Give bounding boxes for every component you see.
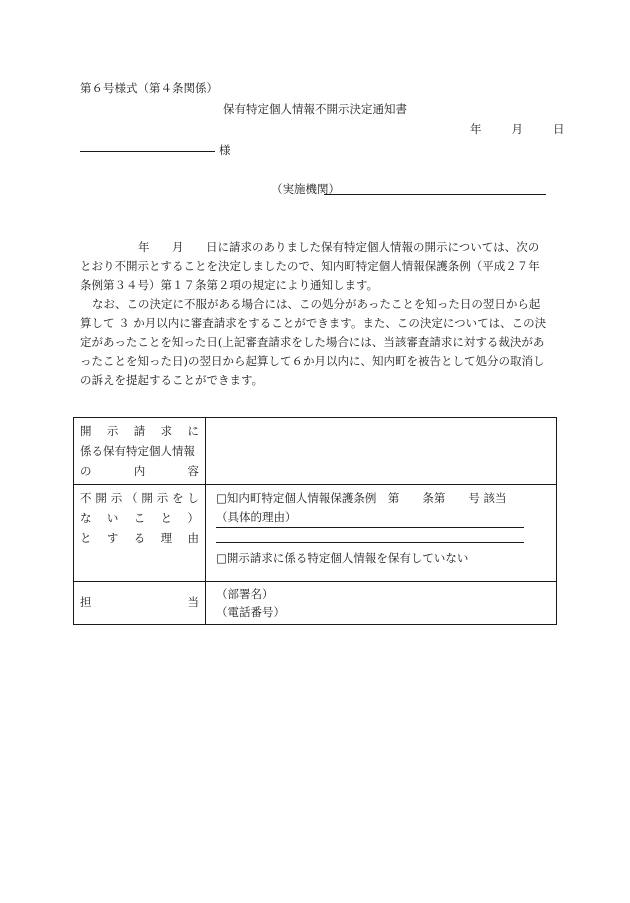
- contact-label-cell: [74, 582, 206, 625]
- nondisclosure-reason-value-cell: [206, 485, 557, 582]
- request-content-label-cell: [74, 418, 206, 485]
- label-char: 開: [80, 424, 92, 438]
- request-content-value-cell[interactable]: [206, 418, 557, 485]
- label-char: 担: [80, 595, 92, 609]
- label-char: 内: [133, 464, 146, 478]
- label-char: し: [187, 491, 199, 505]
- label-char: （: [126, 491, 138, 505]
- specific-reason-label: （具体的理由）: [216, 510, 297, 524]
- notice-paragraph-2: なお、この決定に不服がある場合には、この処分があったことを知った日の翌日から起算して ３ か月以内に審査請求をすることができます。また、この決定については、この決定があったことを知った日(上記審査請求をした場合には、当該審査請求に対する裁決があったことを知った日)の翌日から起算して６か月以内に、知内町を被告として処分の取消しの訴えを提起することができます。: [80, 297, 547, 387]
- label-char: る: [133, 531, 146, 545]
- label-char: 請: [133, 424, 146, 438]
- label-char: 示: [156, 491, 169, 505]
- request-month-label: 月: [172, 240, 184, 254]
- label-char: 当: [187, 595, 199, 609]
- not-held-checkbox-option[interactable]: □開示請求に係る特定個人情報を保有していない: [216, 551, 469, 565]
- label-char: 不: [80, 491, 92, 505]
- form-number: 第６号様式（第４条関係）: [80, 81, 218, 95]
- agency-blank-line: [324, 194, 546, 195]
- department-field[interactable]: （部署名）: [216, 587, 274, 601]
- label-char: 示: [110, 491, 123, 505]
- label-char: を: [172, 491, 184, 505]
- label-line: [80, 441, 199, 461]
- date-year-label: 年: [470, 122, 482, 136]
- date-day-label: 日: [553, 122, 565, 136]
- label-char: い: [106, 511, 119, 525]
- nondisclosure-reason-label-cell: [74, 485, 206, 582]
- specific-reason-blank-line[interactable]: [216, 528, 524, 543]
- date-line: [470, 121, 565, 137]
- table-row: [74, 418, 557, 485]
- label-line: [80, 461, 199, 481]
- table-row: [74, 582, 557, 625]
- label-char: 由: [187, 531, 199, 545]
- addressee-suffix: 様: [219, 143, 231, 157]
- label-char: 容: [187, 464, 199, 478]
- label-line: [80, 488, 199, 508]
- label-char: こ: [133, 511, 146, 525]
- request-year-label: 年: [138, 240, 150, 254]
- label-char: な: [80, 511, 92, 525]
- label-line: [80, 592, 199, 612]
- specific-reason-line[interactable]: [216, 508, 524, 528]
- contact-value-cell: [206, 582, 557, 625]
- label-char: 開: [95, 491, 107, 505]
- label-char: の: [80, 464, 92, 478]
- label-char: 求: [160, 424, 173, 438]
- notice-paragraph-1: [80, 238, 550, 295]
- label-char: と: [80, 531, 92, 545]
- notice-body: [80, 238, 550, 390]
- ordinance-clause-checkbox-option[interactable]: □知内町特定個人情報保護条例 第 条第 号 該当: [216, 491, 507, 505]
- label-char: 理: [160, 531, 173, 545]
- agency-label: （実施機関）: [271, 182, 340, 196]
- label-char: に: [187, 424, 199, 438]
- label-char: 示: [106, 424, 119, 438]
- date-month-label: 月: [511, 122, 523, 136]
- label-char: 開: [141, 491, 153, 505]
- label-text: 係る保有特定個人情報: [80, 444, 195, 458]
- addressee-blank-line: [80, 151, 215, 152]
- notice-paragraph-1-text: 日に請求のありました保有特定個人情報の開示については、次のとおり不開示とすることを決定しましたので、知内町特定個人情報保護条例（平成２７年条例第３４号）第１７条第２項の規定により通知します。: [80, 240, 540, 292]
- label-char: ）: [187, 511, 199, 525]
- label-char: す: [106, 531, 119, 545]
- label-line: [80, 421, 199, 441]
- label-line: [80, 528, 199, 548]
- label-line: [80, 508, 199, 528]
- document-title: 保有特定個人情報不開示決定通知書: [223, 102, 407, 116]
- table-row: [74, 485, 557, 582]
- decision-details-table: [73, 417, 557, 625]
- label-char: と: [160, 511, 173, 525]
- phone-number-field[interactable]: （電話番号）: [216, 605, 285, 619]
